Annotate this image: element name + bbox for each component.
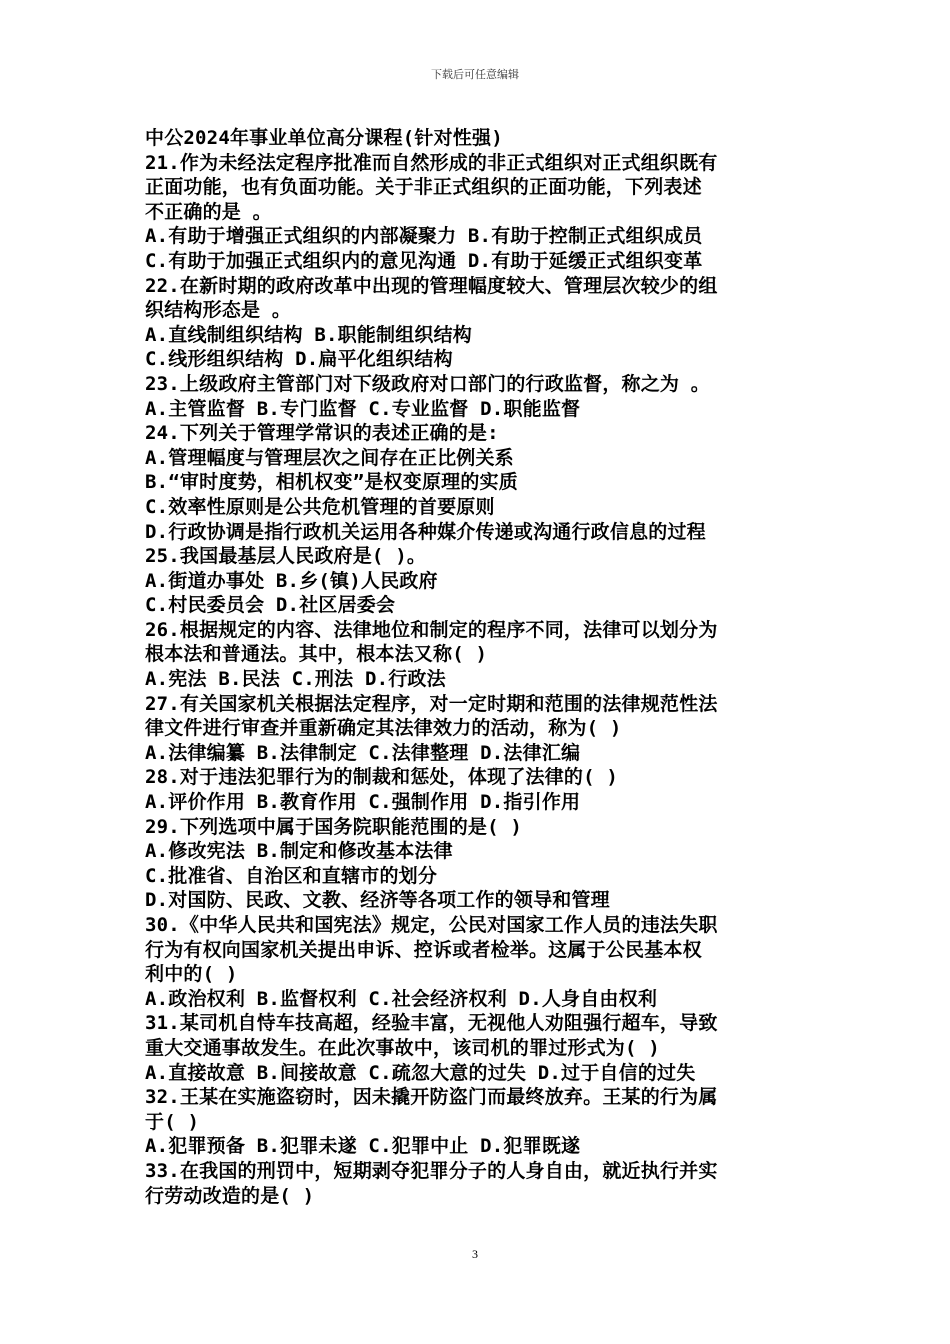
- text-line: 利中的( ): [145, 963, 238, 986]
- text-line: 33.在我国的刑罚中，短期剥夺犯罪分子的人身自由，就近执行并实: [145, 1159, 718, 1182]
- text-line: 32.王某在实施盗窃时，因未撬开防盗门而最终放弃。王某的行为属: [145, 1086, 718, 1109]
- text-line: B.“审时度势，相机权变”是权变原理的实质: [145, 471, 518, 494]
- text-line: 行为有权向国家机关提出申诉、控诉或者检举。这属于公民基本权: [145, 938, 702, 961]
- text-line: D.对国防、民政、文教、经济等各项工作的领导和管理: [145, 889, 610, 912]
- text-line: 23.上级政府主管部门对下级政府对口部门的行政监督，称之为 。: [145, 372, 710, 395]
- text-line: A.法律编纂 B.法律制定 C.法律整理 D.法律汇编: [145, 741, 581, 764]
- text-line: C.效率性原则是公共危机管理的首要原则: [145, 495, 495, 518]
- text-line: 21.作为未经法定程序批准而自然形成的非正式组织对正式组织既有: [145, 151, 718, 174]
- text-line: A.主管监督 B.专门监督 C.专业监督 D.职能监督: [145, 397, 581, 420]
- text-line: A.犯罪预备 B.犯罪未遂 C.犯罪中止 D.犯罪既遂: [145, 1135, 581, 1158]
- text-line: 22.在新时期的政府改革中出现的管理幅度较大、管理层次较少的组: [145, 274, 718, 297]
- text-line: 29.下列选项中属于国务院职能范围的是( ): [145, 815, 523, 838]
- text-line: C.线形组织结构 D.扁平化组织结构: [145, 348, 453, 371]
- text-line: 28.对于违法犯罪行为的制裁和惩处，体现了法律的( ): [145, 766, 619, 789]
- text-line: 根本法和普通法。其中，根本法又称( ): [145, 643, 488, 666]
- text-line: A.政治权利 B.监督权利 C.社会经济权利 D.人身自由权利: [145, 987, 658, 1010]
- text-line: A.街道办事处 B.乡(镇)人民政府: [145, 569, 438, 592]
- page-number: 3: [472, 1247, 478, 1261]
- text-line: 30.《中华人民共和国宪法》规定，公民对国家工作人员的违法失职: [145, 914, 718, 936]
- text-line: A.管理幅度与管理层次之间存在正比例关系: [145, 446, 514, 469]
- text-line: A.直接故意 B.间接故意 C.疏忽大意的过失 D.过于自信的过失: [145, 1061, 696, 1084]
- text-line: C.有助于加强正式组织内的意见沟通 D.有助于延缓正式组织变革: [145, 249, 703, 272]
- text-line: 中公2024年事业单位高分课程(针对性强): [145, 127, 503, 149]
- text-line: D.行政协调是指行政机关运用各种媒介传递或沟通行政信息的过程: [145, 520, 706, 543]
- text-line: A.直线制组织结构 B.职能制组织结构: [145, 323, 472, 346]
- text-line: A.有助于增强正式组织的内部凝聚力 B.有助于控制正式组织成员: [145, 225, 703, 248]
- document-body: [145, 126, 810, 1208]
- text-line: 重大交通事故发生。在此次事故中，该司机的罪过形式为( ): [145, 1036, 660, 1059]
- text-line: 不正确的是 。: [145, 200, 272, 223]
- text-line: A.宪法 B.民法 C.刑法 D.行政法: [145, 668, 446, 691]
- text-line: 织结构形态是 。: [145, 299, 292, 322]
- text-line: C.批准省、自治区和直辖市的划分: [145, 864, 438, 887]
- text-line: 律文件进行审查并重新确定其法律效力的活动，称为( ): [145, 717, 622, 740]
- text-line: C.村民委员会 D.社区居委会: [145, 594, 396, 617]
- text-line: 27.有关国家机关根据法定程序，对一定时期和范围的法律规范性法: [145, 692, 718, 715]
- text-line: 31.某司机自恃车技高超，经验丰富，无视他人劝阻强行超车，导致: [145, 1012, 718, 1035]
- page-header: 下载后可任意编辑: [431, 68, 519, 81]
- text-line: 行劳动改造的是( ): [145, 1184, 315, 1207]
- text-line: 25.我国最基层人民政府是( )。: [145, 545, 427, 568]
- text-line: A.评价作用 B.教育作用 C.强制作用 D.指引作用: [145, 791, 581, 814]
- text-line: 26.根据规定的内容、法律地位和制定的程序不同，法律可以划分为: [145, 618, 718, 641]
- text-line: 于( ): [145, 1110, 200, 1133]
- text-line: 24.下列关于管理学常识的表述正确的是:: [145, 422, 499, 445]
- text-line: A.修改宪法 B.制定和修改基本法律: [145, 840, 453, 863]
- text-line: 正面功能，也有负面功能。关于非正式组织的正面功能，下列表述: [145, 176, 702, 199]
